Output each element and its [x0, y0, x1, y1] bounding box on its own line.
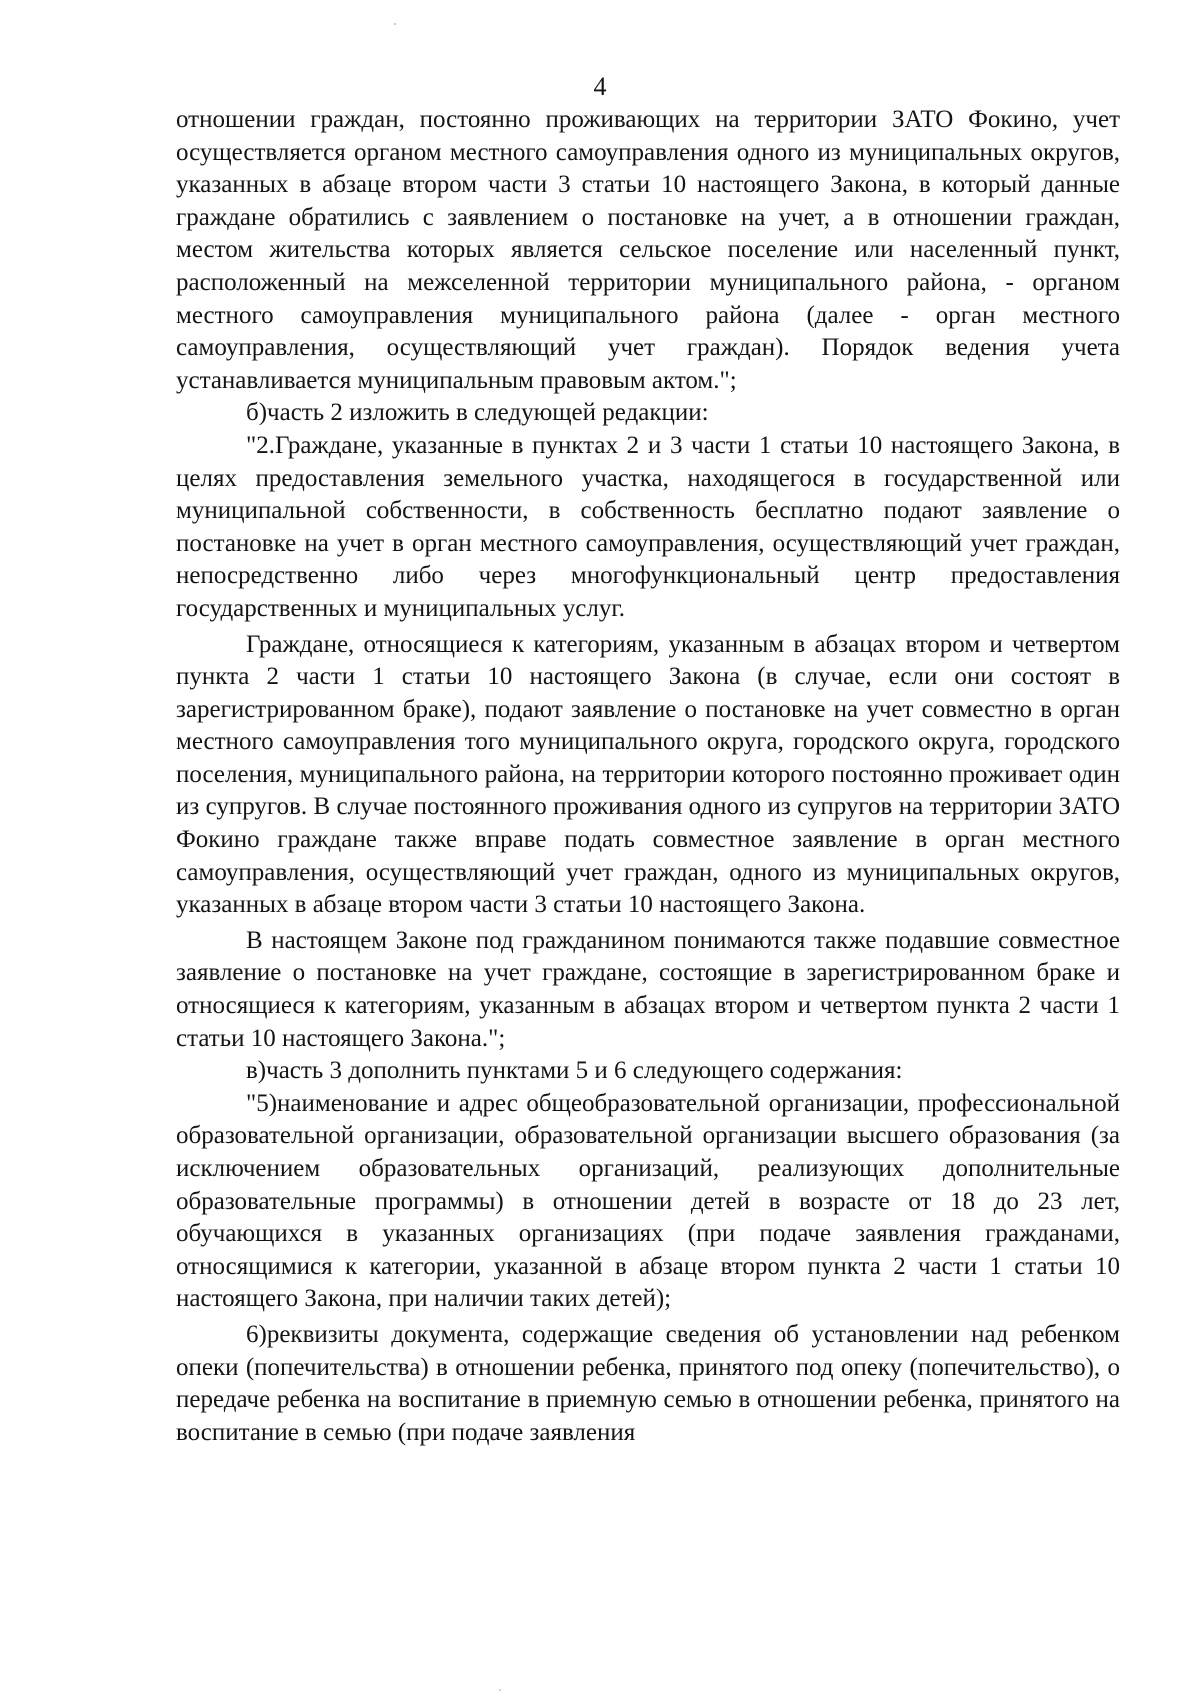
paragraph-item-b: б)часть 2 изложить в следующей редакции: — [246, 399, 709, 427]
paragraph-spouses: Граждане, относящиеся к категориям, указанным в абзацах втором и четвертом пункта 2 части 1 статьи 10 настоящего Закона (в случае, если они состоят в зарегистрированном браке), подают заявление о постановке на учет совместно в орган местного самоуправления того муниципального округа, городского округа, городского поселения, муниципального района, на территории которого постоянно проживает один из супругов. В случае постоянного проживания одного из супругов на территории ЗАТО Фокино граждане также вправе подать совместное заявление в орган местного самоуправления, осуществляющий учет граждан, одного из муниципальных округов, указанных в абзаце втором части 3 статьи 10 настоящего Закона. — [176, 630, 1120, 919]
paragraph-citizen-definition: В настоящем Законе под гражданином понимаются также подавшие совместное заявление о постановке на учет граждане, состоящие в зарегистрированном браке и относящиеся к категориям, указанным в абзацах втором и четвертом пункта 2 части 1 статьи 10 настоящего Закона."; — [176, 926, 1120, 1052]
document-body — [176, 104, 1120, 1449]
page-number: 4 — [593, 72, 607, 101]
paragraph-part-2-text: "2.Граждане, указанные в пунктах 2 и 3 части 1 статьи 10 настоящего Закона, в целях предоставления земельного участка, находящегося в государственной или муниципальной собственности, в собственность бесплатно подают заявление о постановке на учет в орган местного самоуправления, осуществляющий учет граждан, непосредственно либо через многофункциональный центр предоставления государственных и муниципальных услуг. — [176, 431, 1120, 622]
paragraph-point-5: "5)наименование и адрес общеобразовательной организации, профессиональной образовательной организации, образовательной организации высшего образования (за исключением образовательных организаций, реализующих дополнительные образовательные программы) в отношении детей в возрасте от 18 до 23 лет, обучающихся в указанных организациях (при подаче заявления гражданами, относящимися к категории, указанной в абзаце втором пункта 2 части 1 статьи 10 настоящего Закона, при наличии таких детей); — [176, 1089, 1120, 1313]
paragraph-item-v: в)часть 3 дополнить пунктами 5 и 6 следующего содержания: — [246, 1057, 903, 1085]
paragraph-point-6: 6)реквизиты документа, содержащие сведения об установлении над ребенком опеки (попечительства) в отношении ребенка, принятого под опеку (попечительство), о передаче ребенка на воспитание в приемную семью в отношении ребенка, принятого на воспитание в семью (при подаче заявления — [176, 1320, 1120, 1446]
paragraph-continuation: отношении граждан, постоянно проживающих на территории ЗАТО Фокино, учет осуществляется органом местного самоуправления одного из муниципальных округов, указанных в абзаце втором части 3 статьи 10 настоящего Закона, в который данные граждане обратились с заявлением о постановке на учет, а в отношении граждан, местом жительства которых является сельское поселение или населенный пункт, расположенный на межселенной территории муниципального района, - органом местного самоуправления муниципального района (далее - орган местного самоуправления, осуществляющий учет граждан). Порядок ведения учета устанавливается муниципальным правовым актом."; — [176, 106, 1120, 394]
